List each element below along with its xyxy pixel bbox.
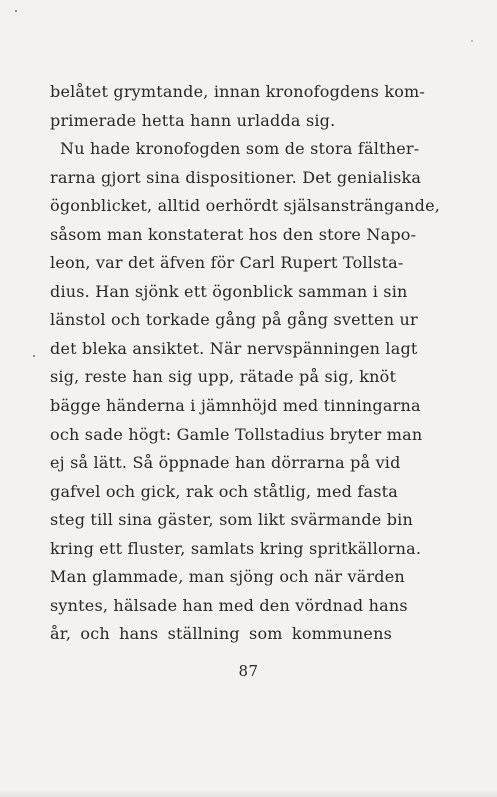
text-line: belåtet grymtande, innan kronofogdens kom- (50, 82, 426, 101)
text-line: det bleka ansiktet. När nervspänningen lagt (50, 338, 418, 358)
text-line: länstol och torkade gång på gång svetten ur (50, 310, 418, 330)
page-edge-shadow (0, 789, 497, 797)
text-line: syntes, hälsade han med den vördnad hans (50, 595, 408, 615)
text-line: Man glammade, man sjöng och när värden (50, 567, 405, 587)
text-line: primerade hetta hann urladda sig. (50, 110, 336, 130)
print-speck (471, 40, 473, 42)
text-line: dius. Han sjönk ett ögonblick samman i sin (50, 281, 408, 301)
text-line: steg till sina gäster, som likt svärmande bin (50, 510, 413, 530)
text-line: ögonblicket, alltid oerhördt själsansträngande, (50, 196, 441, 216)
body-text (50, 78, 441, 649)
text-line: bägge händerna i jämnhöjd med tinningarna (50, 396, 421, 416)
page-number: 87 (238, 662, 259, 680)
text-line: år, och hans ställning som kommunens (50, 624, 392, 644)
print-speck (15, 10, 17, 12)
text-line: och sade högt: Gamle Tollstadius bryter man (50, 424, 423, 444)
text-line: Nu hade kronofogden som de stora fälther- (60, 139, 420, 159)
text-line: gafvel och gick, rak och ståtlig, med fasta (50, 481, 399, 501)
text-line: leon, var det äfven för Carl Rupert Tollsta- (50, 253, 404, 273)
text-line: kring ett fluster, samlats kring spritkällorna. (50, 538, 422, 558)
text-line: sig, reste han sig upp, rätade på sig, knöt (50, 367, 397, 387)
text-line: såsom man konstaterat hos den store Napo- (50, 224, 417, 244)
text-line: rarna gjort sina dispositioner. Det genialiska (50, 167, 422, 187)
print-speck (33, 355, 35, 357)
text-line: ej så lätt. Så öppnade han dörrarna på vid (50, 453, 401, 473)
